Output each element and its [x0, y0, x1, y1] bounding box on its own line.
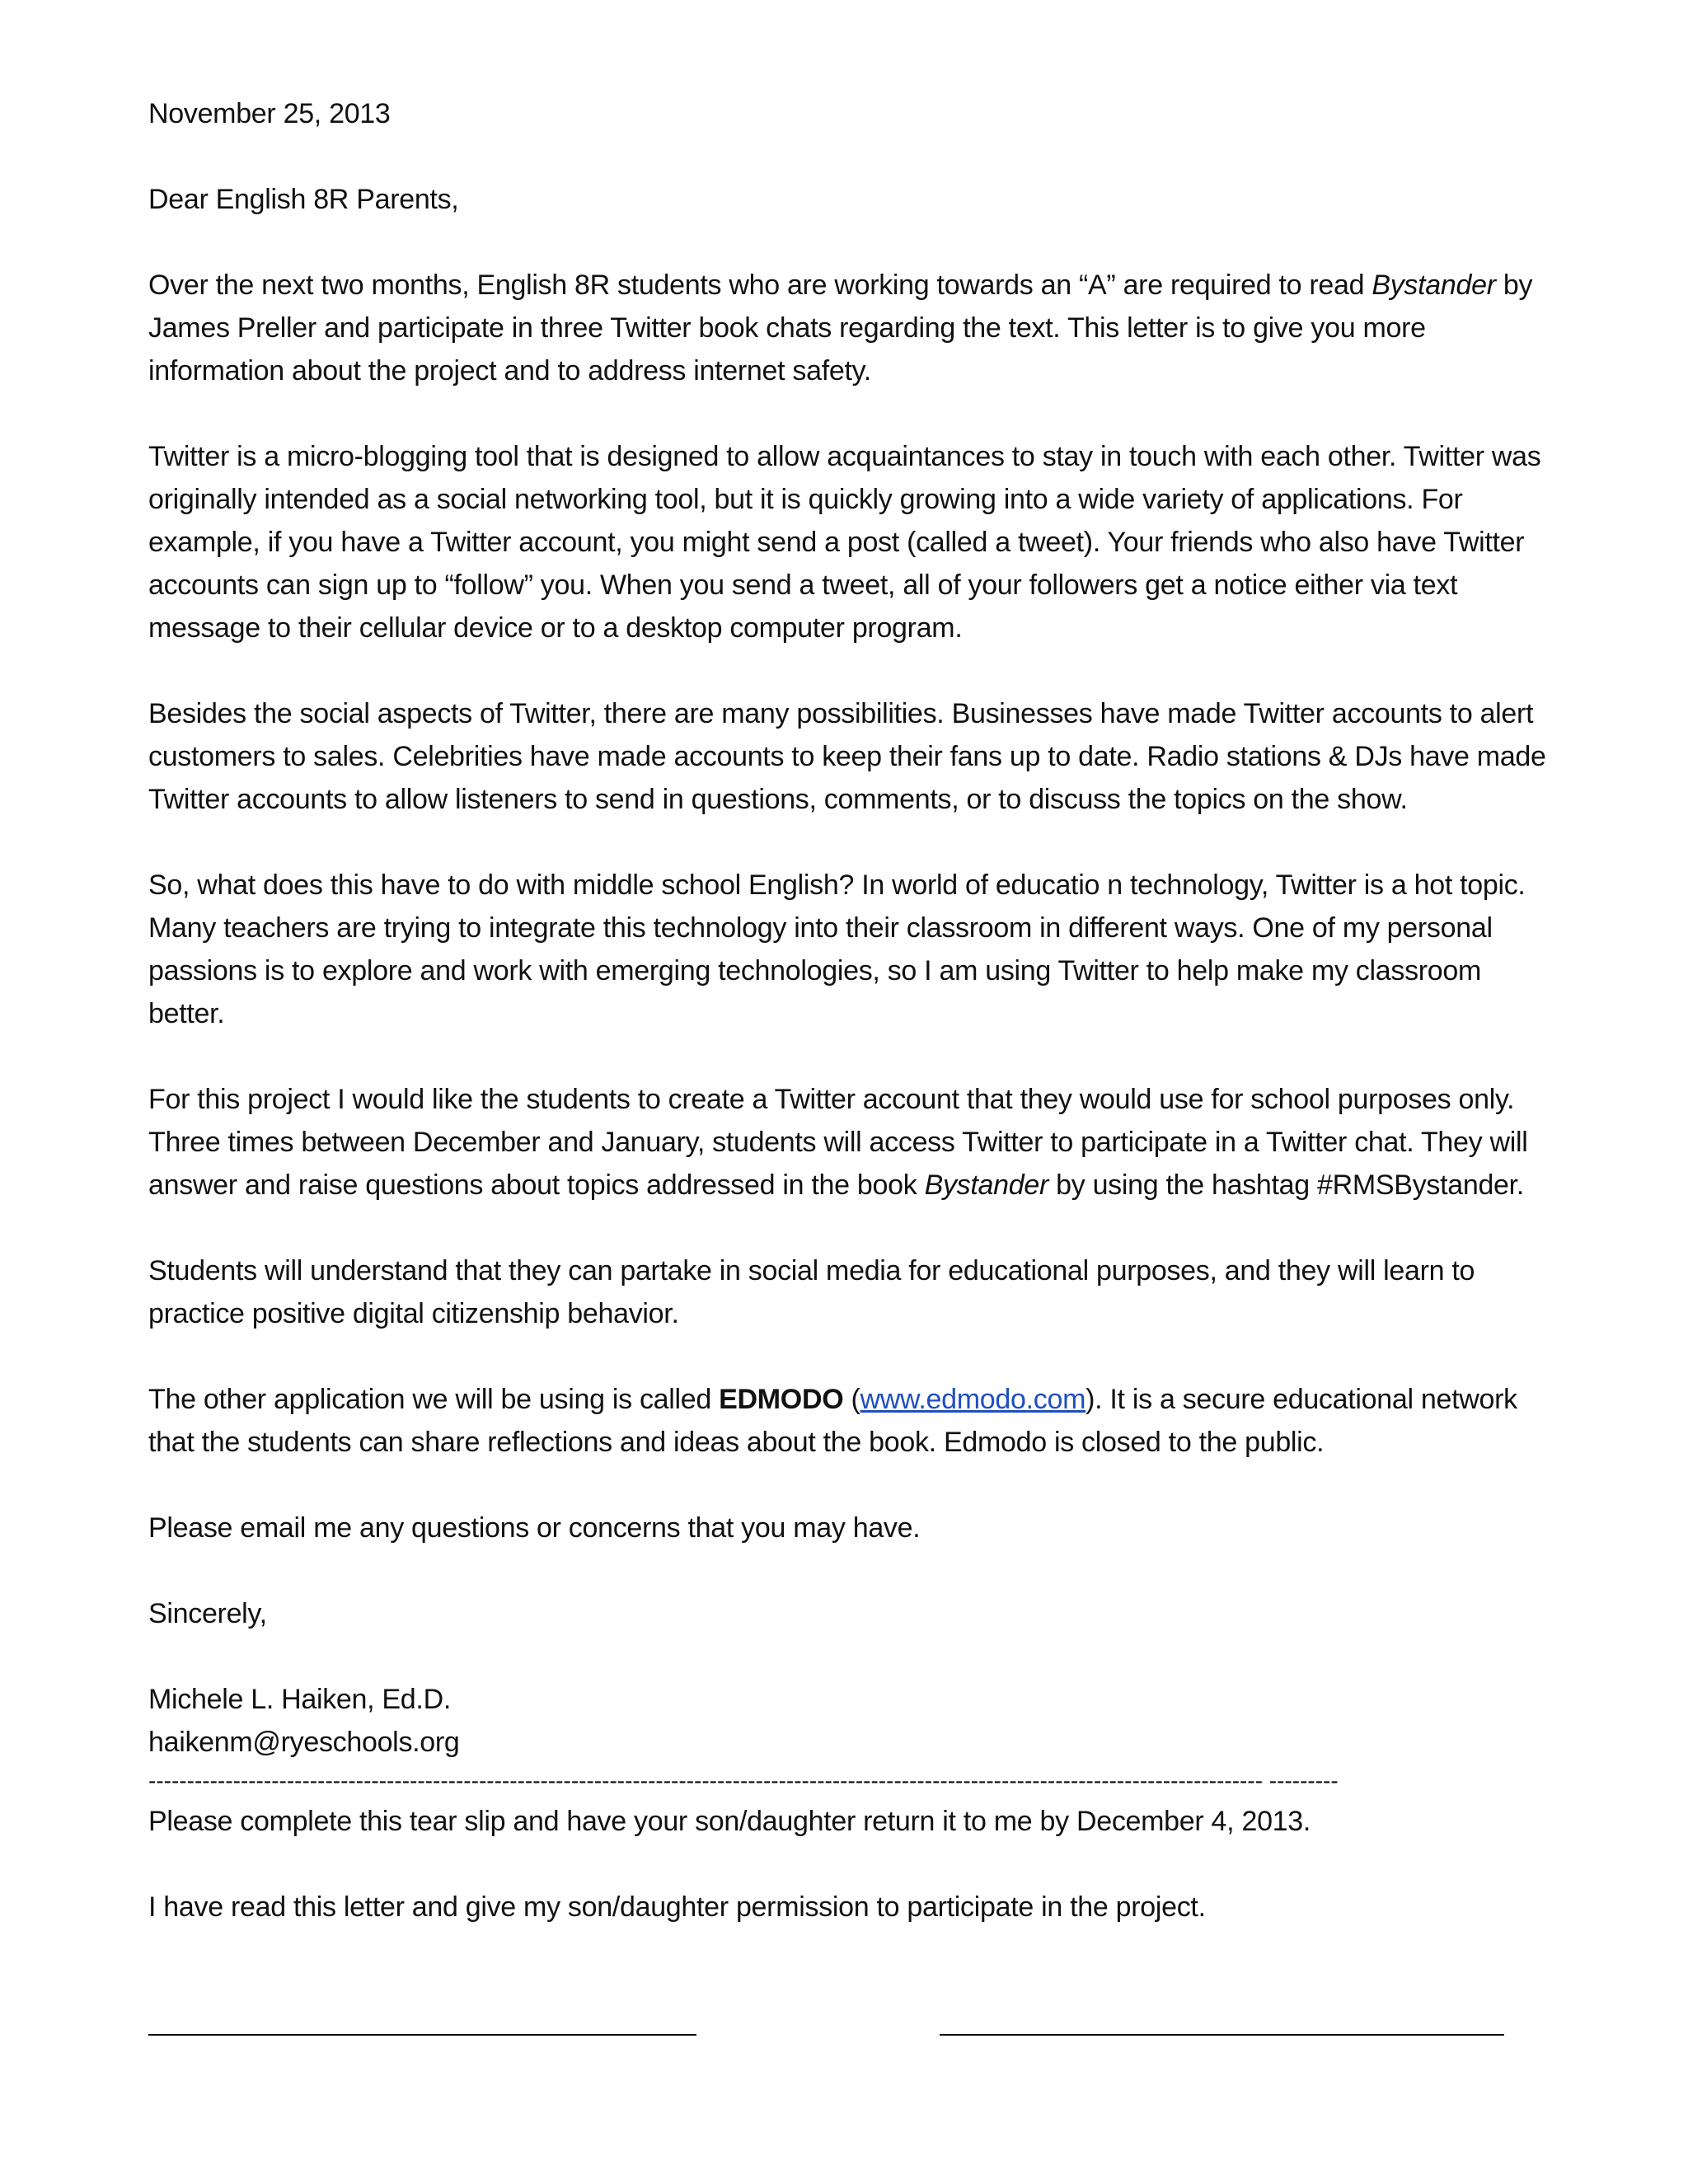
- tear-line: ------------------------------------------------------------------------------------------------------------------------------------------------- ---------: [148, 1768, 1339, 1793]
- open-paren: (: [843, 1384, 860, 1415]
- paragraph-edmodo-text-end: ). It is a secure educational network that the students can share reflections and ideas about the book. Edmodo is closed to the public.: [148, 1384, 1517, 1458]
- paragraph-contact: Please email me any questions or concerns that you may have.: [148, 1512, 921, 1544]
- paragraph-project-text: For this project I would like the students to create a Twitter account that they would use for school purposes only. Three times between December and January, students will access Twitter to participate in a Twitter chat. They will answer and raise questions about topics addressed in the book: [148, 1084, 1528, 1201]
- book-title: Bystander: [924, 1169, 1048, 1201]
- signature-line-left[interactable]: [148, 2034, 696, 2036]
- paragraph-twitter-description: Twitter is a micro-blogging tool that is designed to allow acquaintances to stay in touch with each other. Twitter was originally intended as a social networking tool, but it is quickly growing into a wide variety of applications. For example, if you have a Twitter account, you might send a post (called a tweet). Your friends who also have Twitter accounts can sign up to “follow” you. When you send a tweet, all of your followers get a notice either via text message to their cellular device or to a desktop computer program.: [148, 441, 1541, 644]
- paragraph-intro-text-end: by James Preller and participate in three Twitter book chats regarding the text. This letter is to give you more information about the project and to address internet safety.: [148, 269, 1533, 387]
- signature-lines: [148, 2034, 1517, 2042]
- letter-body: [148, 92, 1550, 1971]
- paragraph-twitter-uses: Besides the social aspects of Twitter, there are many possibilities. Businesses have made Twitter accounts to alert customers to sales. Celebrities have made accounts to keep their fans up to date. Radio stations & DJs have made Twitter accounts to allow listeners to send in questions, comments, or to discuss the topics on the show.: [148, 698, 1546, 815]
- paragraph-learning-goals: Students will understand that they can partake in social media for educational purposes, and they will learn to practice positive digital citizenship behavior.: [148, 1255, 1475, 1329]
- closing: Sincerely,: [148, 1598, 267, 1629]
- paragraph-intro-text: Over the next two months, English 8R students who are working towards an “A” are required to read: [148, 269, 1372, 301]
- paragraph-education-technology: So, what does this have to do with middle school English? In world of educatio n technology, Twitter is a hot topic. Many teachers are trying to integrate this technology into their classroom in different ways. One of my personal passions is to explore and work with emerging technologies, so I am using Twitter to help make my classroom better.: [148, 869, 1526, 1029]
- signer-name: Michele L. Haiken, Ed.D.: [148, 1684, 451, 1715]
- book-title: Bystander: [1372, 269, 1496, 301]
- paragraph-edmodo: [148, 1378, 1550, 1464]
- tear-slip-consent: I have read this letter and give my son/daughter permission to participate in the project.: [148, 1891, 1206, 1923]
- letter-date: November 25, 2013: [148, 98, 391, 129]
- signature-line-right[interactable]: [940, 2034, 1504, 2036]
- signer-email: haikenm@ryeschools.org: [148, 1727, 460, 1758]
- salutation: Dear English 8R Parents,: [148, 184, 459, 215]
- tear-slip-instruction: Please complete this tear slip and have your son/daughter return it to me by December 4, 2013.: [148, 1806, 1311, 1837]
- paragraph-project-text-end: by using the hashtag #RMSBystander.: [1048, 1169, 1524, 1201]
- edmodo-link[interactable]: www.edmodo.com: [860, 1384, 1086, 1415]
- paragraph-project-description: [148, 1078, 1550, 1207]
- paragraph-intro: [148, 264, 1550, 392]
- paragraph-edmodo-text: The other application we will be using is called: [148, 1384, 720, 1415]
- edmodo-name: EDMODO: [719, 1384, 844, 1415]
